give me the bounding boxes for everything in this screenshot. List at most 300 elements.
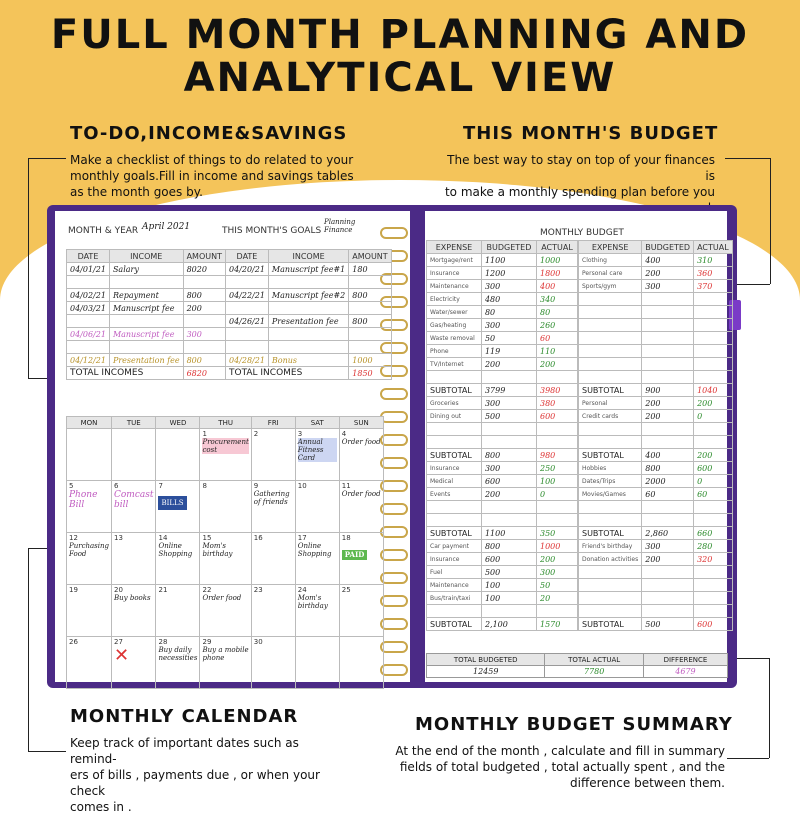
subtotal-label: SUBTOTAL [427,527,482,540]
subtotal-budgeted: 800 [481,449,536,462]
calendar-note: Online Shopping [158,542,193,558]
summary-heading: MONTHLY BUDGET SUMMARY [415,714,733,735]
budgeted-value: 200 [481,488,536,501]
expense-name: Insurance [427,462,482,475]
spiral-ring [380,457,408,469]
budget-text: The best way to stay on top of your finances is to make a monthly spending plan before you [444,153,715,199]
income-cell: Repayment [109,289,183,302]
subtotal-label: SUBTOTAL [579,384,642,397]
calendar-cell [200,585,251,637]
calendar-heading: MONTHLY CALENDAR [70,706,299,727]
calendar-note: ✕ [114,645,130,666]
calendar-note: Buy books [114,594,151,602]
calendar-date: 25 [341,586,351,594]
headline-line1: FULL MONTH PLANNING AND [50,12,750,58]
connector-line [28,158,66,159]
calendar-cell [295,429,339,481]
subtotal-actual: 1040 [694,384,733,397]
calendar-date: 16 [253,534,263,542]
calendar-cell [156,585,200,637]
calendar-cell [200,533,251,585]
income-cell: Manuscript fee [109,328,183,341]
spiral-ring [380,549,408,561]
empty-cell [579,514,642,527]
calendar-date: 27 [114,638,123,646]
actual-value: 200 [537,553,578,566]
calendar-date: 18 [341,534,351,542]
calendar-note: Mom's birthday [202,542,233,558]
budget-table-left [426,240,578,631]
calendar-note: Order food [341,490,381,498]
subtotal-actual: 3980 [537,384,578,397]
expense-name: Donation activities [579,553,642,566]
calendar-cell [339,637,383,689]
budgeted-value: 1200 [481,267,536,280]
calendar-date: 23 [253,586,263,594]
income-cell: 1000 [349,354,391,367]
calendar-cell [156,481,200,533]
budgeted-value: 500 [481,410,536,423]
income-cell [349,328,391,341]
calendar-note: Order food [341,438,381,446]
empty-cell [694,566,733,579]
subtotal-budgeted: 3799 [481,384,536,397]
income-cell: 800 [183,289,225,302]
connector-line [770,158,771,284]
expense-name: Events [427,488,482,501]
connector-line [769,658,770,758]
budgeted-value: 300 [481,280,536,293]
empty-cell [642,605,694,618]
empty-cell [642,345,694,358]
total-incomes-b: 1850 [349,367,391,380]
calendar-note: Mom's birthday [297,594,328,610]
expense-name: Mortgage/rent [427,254,482,267]
budgeted-value: 100 [481,592,536,605]
actual-value: 310 [694,254,733,267]
spiral-ring [380,227,408,239]
goals-label: THIS MONTH'S GOALS [222,226,322,236]
calendar-cell [295,533,339,585]
empty-cell [427,605,482,618]
income-cell [268,302,348,315]
income-cell [109,276,183,289]
income-header: INCOME [109,250,183,263]
goals-value: Planning Finance [324,218,356,234]
budgeted-value: 200 [642,267,694,280]
empty-cell [537,436,578,449]
actual-value: 20 [537,592,578,605]
calendar-date: 21 [158,586,168,594]
calendar-date: 20 [114,586,123,594]
income-cell [225,328,268,341]
actual-value: 250 [537,462,578,475]
expense-name: Personal care [579,267,642,280]
empty-cell [642,514,694,527]
subtotal-budgeted: 500 [642,618,694,631]
calendar-day-header: SUN [339,417,383,429]
calendar-date: 17 [297,534,307,542]
calendar-cell [67,637,112,689]
expense-name: Friend's birthday [579,540,642,553]
income-cell: 04/01/21 [67,263,110,276]
calendar-date: 15 [202,534,212,542]
income-cell: 04/26/21 [225,315,268,328]
calendar-cell [251,429,295,481]
calendar-day-header: FRI [251,417,295,429]
subtotal-label: SUBTOTAL [427,384,482,397]
budgeted-value: 2000 [642,475,694,488]
income-cell [225,276,268,289]
actual-value: 370 [694,280,733,293]
actual-value: 280 [694,540,733,553]
calendar-date: 28 [158,638,168,646]
connector-line [727,758,769,759]
calendar-cell [200,429,251,481]
income-cell: 800 [183,354,225,367]
calendar-cell [200,481,251,533]
empty-cell [694,358,733,371]
calendar-date: 10 [297,482,307,490]
budgeted-value: 300 [481,397,536,410]
empty-cell [481,423,536,436]
subtotal-actual: 350 [537,527,578,540]
total-incomes-a: 6820 [183,367,225,380]
expense-name: Electricity [427,293,482,306]
budgeted-value: 300 [642,540,694,553]
actual-value: 110 [537,345,578,358]
calendar-date: 1 [202,430,207,438]
budgeted-value: 100 [481,579,536,592]
subtotal-budgeted: 900 [642,384,694,397]
calendar-note: Buy daily necessities [158,646,198,662]
income-cell [349,302,391,315]
budget-header: EXPENSE [427,241,482,254]
total-incomes-label: TOTAL INCOMES [67,367,184,380]
empty-cell [642,423,694,436]
calendar-date: 26 [69,638,78,646]
budgeted-value: 200 [481,358,536,371]
expense-name: Car payment [427,540,482,553]
calendar-note: Annual Fitness Card [298,438,337,462]
budget-header: ACTUAL [694,241,733,254]
connector-line [725,158,770,159]
calendar-day-header: SAT [295,417,339,429]
actual-value: 400 [537,280,578,293]
budgeted-value: 300 [481,319,536,332]
subtotal-actual: 980 [537,449,578,462]
empty-cell [579,371,642,384]
calendar-cell [295,637,339,689]
empty-cell [579,592,642,605]
empty-cell [481,371,536,384]
spiral-ring [380,434,408,446]
calendar-date: 29 [202,638,212,646]
income-cell [109,315,183,328]
income-cell: 180 [349,263,391,276]
income-cell: 800 [349,289,391,302]
empty-cell [427,423,482,436]
income-cell [183,276,225,289]
calendar-cell [112,481,156,533]
calendar-cell [156,637,200,689]
budgeted-value: 80 [481,306,536,319]
calendar-table [66,416,384,689]
summary-header: TOTAL ACTUAL [545,654,643,666]
empty-cell [579,566,642,579]
income-header: INCOME [268,250,348,263]
empty-cell [427,436,482,449]
empty-cell [579,306,642,319]
expense-name: Medical [427,475,482,488]
subtotal-label: SUBTOTAL [579,618,642,631]
empty-cell [642,371,694,384]
empty-cell [579,605,642,618]
subtotal-actual: 600 [694,618,733,631]
budgeted-value: 200 [642,553,694,566]
calendar-cell [67,429,112,481]
calendar-cell [156,429,200,481]
subtotal-budgeted: 2,100 [481,618,536,631]
empty-cell [481,514,536,527]
income-cell: 04/12/21 [67,354,110,367]
budgeted-value: 800 [642,462,694,475]
calendar-cell [339,481,383,533]
empty-cell [694,345,733,358]
actual-value: 300 [537,566,578,579]
budget-table-right [578,240,733,631]
empty-cell [694,592,733,605]
empty-cell [481,501,536,514]
actual-value: 1000 [537,254,578,267]
calendar-note: Buy a mobile phone [202,646,249,662]
income-cell: Manuscript fee [109,302,183,315]
income-cell: 04/20/21 [225,263,268,276]
income-cell [268,341,348,354]
calendar-cell [251,585,295,637]
summary-text: At the end of the month , calculate and fill in summary fields of total budgeted , total actually spent , and the difference between them. [395,744,725,790]
calendar-note: Order food [202,594,242,602]
income-cell: Bonus [268,354,348,367]
empty-cell [642,293,694,306]
calendar-cell [339,533,383,585]
empty-cell [642,306,694,319]
calendar-day-header: THU [200,417,251,429]
calendar-cell [67,533,112,585]
calendar-note: Online Shopping [297,542,332,558]
expense-name: TV/Internet [427,358,482,371]
calendar-date: 14 [158,534,168,542]
expense-name: Insurance [427,267,482,280]
actual-value: 100 [537,475,578,488]
subtotal-label: SUBTOTAL [427,618,482,631]
summary-header: DIFFERENCE [643,654,727,666]
income-table [66,249,392,380]
calendar-date: 7 [158,482,163,490]
subtotal-label: SUBTOTAL [579,527,642,540]
budgeted-value: 600 [481,553,536,566]
total-incomes-label: TOTAL INCOMES [225,367,348,380]
expense-name: Sports/gym [579,280,642,293]
calendar-date: 8 [202,482,207,490]
actual-value: 380 [537,397,578,410]
expense-name: Phone [427,345,482,358]
calendar-cell [251,481,295,533]
budgeted-value: 1100 [481,254,536,267]
empty-cell [642,592,694,605]
expense-name: Insurance [427,553,482,566]
empty-cell [427,371,482,384]
empty-cell [579,579,642,592]
actual-value: 600 [694,462,733,475]
actual-value: 200 [694,397,733,410]
calendar-cell [295,585,339,637]
budgeted-value: 200 [642,397,694,410]
income-cell [67,341,110,354]
budgeted-value: 200 [642,410,694,423]
spiral-ring [380,641,408,653]
calendar-cell [67,481,112,533]
calendar-cell [251,637,295,689]
expense-name: Personal [579,397,642,410]
calendar-date: 19 [69,586,78,594]
calendar-cell [339,585,383,637]
income-cell: 800 [349,315,391,328]
empty-cell [579,293,642,306]
calendar-note: Purchasing Food [69,542,109,558]
empty-cell [694,436,733,449]
empty-cell [537,501,578,514]
actual-value: 60 [537,332,578,345]
empty-cell [427,501,482,514]
income-cell [183,341,225,354]
empty-cell [537,514,578,527]
expense-name: Waste removal [427,332,482,345]
calendar-date: 3 [297,430,303,438]
subtotal-budgeted: 1100 [481,527,536,540]
income-cell [268,276,348,289]
expense-name: Dining out [427,410,482,423]
actual-value: 340 [537,293,578,306]
spiral-ring [380,411,408,423]
actual-value: 60 [694,488,733,501]
empty-cell [579,501,642,514]
actual-value: 260 [537,319,578,332]
income-cell: 300 [183,328,225,341]
budget-header: BUDGETED [642,241,694,254]
expense-name: Maintenance [427,579,482,592]
income-cell [349,276,391,289]
calendar-cell [339,429,383,481]
actual-value: 600 [537,410,578,423]
income-cell [225,341,268,354]
income-header: AMOUNT [183,250,225,263]
calendar-date: 22 [202,586,212,594]
income-cell: Presentation fee [268,315,348,328]
subtotal-actual: 200 [694,449,733,462]
actual-value: 1000 [537,540,578,553]
calendar-note: Gathering of friends [253,490,290,506]
calendar-cell [251,533,295,585]
calendar-note: Procurement cost [202,438,249,454]
spiral-ring [380,388,408,400]
calendar-date: 13 [114,534,123,542]
actual-value: 80 [537,306,578,319]
total-actual-value: 7780 [545,666,643,678]
calendar-day-header: MON [67,417,112,429]
actual-value: 0 [537,488,578,501]
expense-name: Movies/Games [579,488,642,501]
calendar-date: 2 [253,430,259,438]
calendar-note: BILLS [158,496,186,510]
empty-cell [579,345,642,358]
actual-value: 0 [694,410,733,423]
connector-line [28,158,29,378]
calendar-cell [156,533,200,585]
budgeted-value: 60 [642,488,694,501]
budget-heading: THIS MONTH'S BUDGET [463,123,719,144]
todo-text: Make a checklist of things to do related to your monthly goals.Fill in income and savings tables as the month goes by. [70,153,354,199]
budgeted-value: 480 [481,293,536,306]
calendar-cell [112,585,156,637]
calendar-cell [112,533,156,585]
empty-cell [694,332,733,345]
expense-name: Clothing [579,254,642,267]
expense-name: Groceries [427,397,482,410]
income-cell: 04/22/21 [225,289,268,302]
headline-line2: ANALYTICAL VIEW [183,55,617,101]
summary-header: TOTAL BUDGETED [427,654,545,666]
empty-cell [642,332,694,345]
empty-cell [694,579,733,592]
empty-cell [579,436,642,449]
empty-cell [642,501,694,514]
empty-cell [694,514,733,527]
budgeted-value: 400 [642,254,694,267]
spiral-ring [380,664,408,676]
difference-value: 4679 [643,666,727,678]
budget-header: BUDGETED [481,241,536,254]
summary-table [426,653,728,678]
calendar-note: Comcast bill [114,490,154,510]
expense-name: Dates/Trips [579,475,642,488]
income-cell: 04/06/21 [67,328,110,341]
empty-cell [642,579,694,592]
month-year-value: April 2021 [142,222,191,232]
calendar-note: PAID [342,550,368,560]
subtotal-actual: 1570 [537,618,578,631]
budgeted-value: 300 [481,462,536,475]
month-year-label: MONTH & YEAR [68,226,139,236]
empty-cell [694,423,733,436]
empty-cell [579,423,642,436]
income-cell: 04/03/21 [67,302,110,315]
calendar-text: Keep track of important dates such as remind- ers of bills , payments due , or when your check comes in . [70,736,320,814]
actual-value: 360 [694,267,733,280]
empty-cell [694,293,733,306]
budgeted-value: 600 [481,475,536,488]
income-cell: 04/02/21 [67,289,110,302]
expense-name: Gas/heating [427,319,482,332]
empty-cell [481,436,536,449]
income-cell [268,328,348,341]
spiral-ring [380,503,408,515]
spiral-ring [380,595,408,607]
calendar-day-header: TUE [112,417,156,429]
empty-cell [642,566,694,579]
empty-cell [694,605,733,618]
empty-cell [694,319,733,332]
